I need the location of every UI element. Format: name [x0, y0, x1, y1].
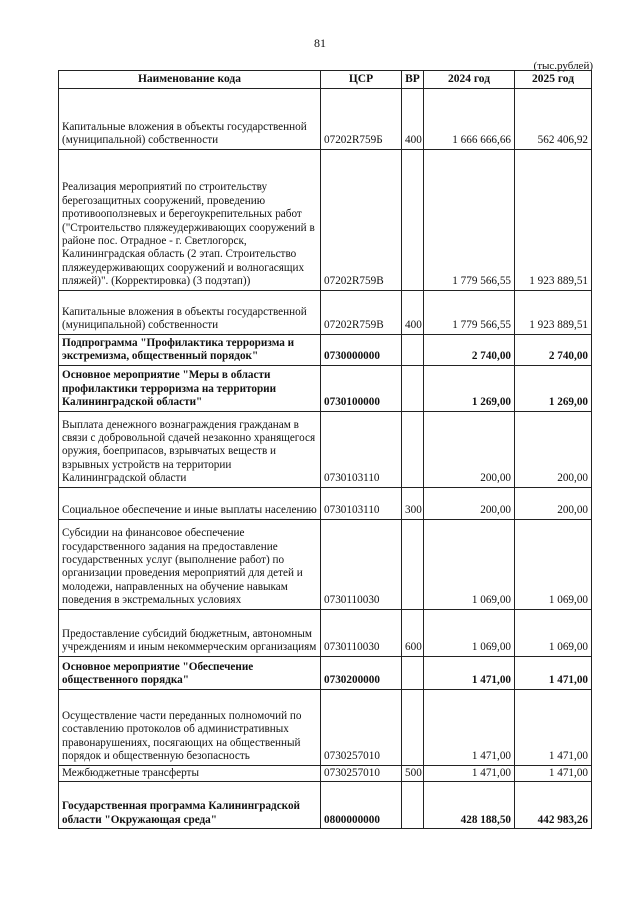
header-2024: 2024 год — [424, 71, 515, 89]
table-row — [59, 519, 592, 609]
table-row — [59, 149, 592, 290]
row-vr — [402, 689, 424, 765]
row-name: Капитальные вложения в объекты государственной (муниципальной) собственности — [59, 88, 321, 149]
table-row — [59, 290, 592, 334]
table-row — [59, 609, 592, 656]
units-label: (тыс.рублей) — [533, 60, 593, 72]
row-csr: 07202R759В — [321, 290, 402, 334]
row-vr: 400 — [402, 88, 424, 149]
row-name: Выплата денежного вознаграждения гражданам в связи с добровольной сдачей незаконно хранящегося оружия, боеприпасов, взрывчатых веществ и взрывных устройств на территории Калининградской области — [59, 411, 321, 487]
row-vr — [402, 411, 424, 487]
row-2024: 1 069,00 — [424, 519, 515, 609]
row-2024: 1 666 666,66 — [424, 88, 515, 149]
row-2024: 1 779 566,55 — [424, 149, 515, 290]
row-2024: 2 740,00 — [424, 334, 515, 365]
row-2025: 200,00 — [515, 411, 592, 487]
row-name: Подпрограмма "Профилактика терроризма и экстремизма, общественный порядок" — [59, 334, 321, 365]
row-name: Основное мероприятие "Меры в области профилактики терроризма на территории Калининградской области" — [59, 365, 321, 411]
row-name: Субсидии на финансовое обеспечение государственного задания на предоставление государственных услуг (выполнение работ) по организации проведения мероприятий для детей и молодежи, направленных на обучение навыкам поведения в экстремальных условиях — [59, 519, 321, 609]
row-2025: 442 983,26 — [515, 782, 592, 829]
row-2025: 1 069,00 — [515, 609, 592, 656]
row-csr: 0730257010 — [321, 765, 402, 781]
row-vr — [402, 782, 424, 829]
row-2025: 1 269,00 — [515, 365, 592, 411]
row-2024: 200,00 — [424, 487, 515, 519]
table-row — [59, 782, 592, 829]
row-vr: 500 — [402, 765, 424, 781]
row-2024: 428 188,50 — [424, 782, 515, 829]
row-vr: 600 — [402, 609, 424, 656]
row-2024: 1 471,00 — [424, 656, 515, 689]
row-2025: 1 471,00 — [515, 765, 592, 781]
row-csr: 0730000000 — [321, 334, 402, 365]
table-row — [59, 411, 592, 487]
row-2024: 1 779 566,55 — [424, 290, 515, 334]
budget-table — [58, 70, 592, 829]
row-csr: 07202R759В — [321, 149, 402, 290]
row-csr: 0730103110 — [321, 487, 402, 519]
row-csr: 07202R759Б — [321, 88, 402, 149]
page-number: 81 — [314, 36, 326, 50]
row-name: Межбюджетные трансферты — [59, 765, 321, 781]
table-row — [59, 656, 592, 689]
row-csr: 0730110030 — [321, 519, 402, 609]
table-row — [59, 487, 592, 519]
table-row — [59, 88, 592, 149]
row-2025: 2 740,00 — [515, 334, 592, 365]
row-vr — [402, 656, 424, 689]
row-2025: 562 406,92 — [515, 88, 592, 149]
row-2025: 200,00 — [515, 487, 592, 519]
row-vr: 400 — [402, 290, 424, 334]
header-name: Наименование кода — [59, 71, 321, 89]
row-csr: 0730110030 — [321, 609, 402, 656]
row-2025: 1 923 889,51 — [515, 290, 592, 334]
header-vr: ВР — [402, 71, 424, 89]
row-csr: 0730257010 — [321, 689, 402, 765]
row-2024: 1 069,00 — [424, 609, 515, 656]
table-row — [59, 765, 592, 781]
row-vr — [402, 149, 424, 290]
row-2025: 1 471,00 — [515, 656, 592, 689]
row-2024: 200,00 — [424, 411, 515, 487]
table-row — [59, 334, 592, 365]
row-csr: 0730100000 — [321, 365, 402, 411]
row-2025: 1 069,00 — [515, 519, 592, 609]
row-2024: 1 471,00 — [424, 689, 515, 765]
row-vr: 300 — [402, 487, 424, 519]
row-name: Предоставление субсидий бюджетным, автономным учреждениям и иным некоммерческим организациям — [59, 609, 321, 656]
header-2025: 2025 год — [515, 71, 592, 89]
row-2024: 1 269,00 — [424, 365, 515, 411]
header-csr: ЦСР — [321, 71, 402, 89]
table-header-row — [59, 71, 592, 89]
row-csr: 0800000000 — [321, 782, 402, 829]
row-name: Реализация мероприятий по строительству берегозащитных сооружений, проведению противооползневых и берегоукрепительных работ ("Строительство пляжеудерживающих сооружений в районе пос. Отрадное - г. Светлогорск, Калининградская область (2 этап. Строительство пляжеудерживающих сооружений и волногасящих пляжей)". (Корректировка) (3 подэтап)) — [59, 149, 321, 290]
row-name: Капитальные вложения в объекты государственной (муниципальной) собственности — [59, 290, 321, 334]
row-name: Осуществление части переданных полномочий по составлению протоколов об административных правонарушениях, посягающих на общественный порядок и общественную безопасность — [59, 689, 321, 765]
row-2025: 1 471,00 — [515, 689, 592, 765]
row-vr — [402, 519, 424, 609]
row-2025: 1 923 889,51 — [515, 149, 592, 290]
row-name: Основное мероприятие "Обеспечение общественного порядка" — [59, 656, 321, 689]
row-vr — [402, 334, 424, 365]
table-row — [59, 689, 592, 765]
row-vr — [402, 365, 424, 411]
row-2024: 1 471,00 — [424, 765, 515, 781]
row-csr: 0730103110 — [321, 411, 402, 487]
row-name: Социальное обеспечение и иные выплаты населению — [59, 487, 321, 519]
table-row — [59, 365, 592, 411]
row-name: Государственная программа Калининградской области "Окружающая среда" — [59, 782, 321, 829]
row-csr: 0730200000 — [321, 656, 402, 689]
